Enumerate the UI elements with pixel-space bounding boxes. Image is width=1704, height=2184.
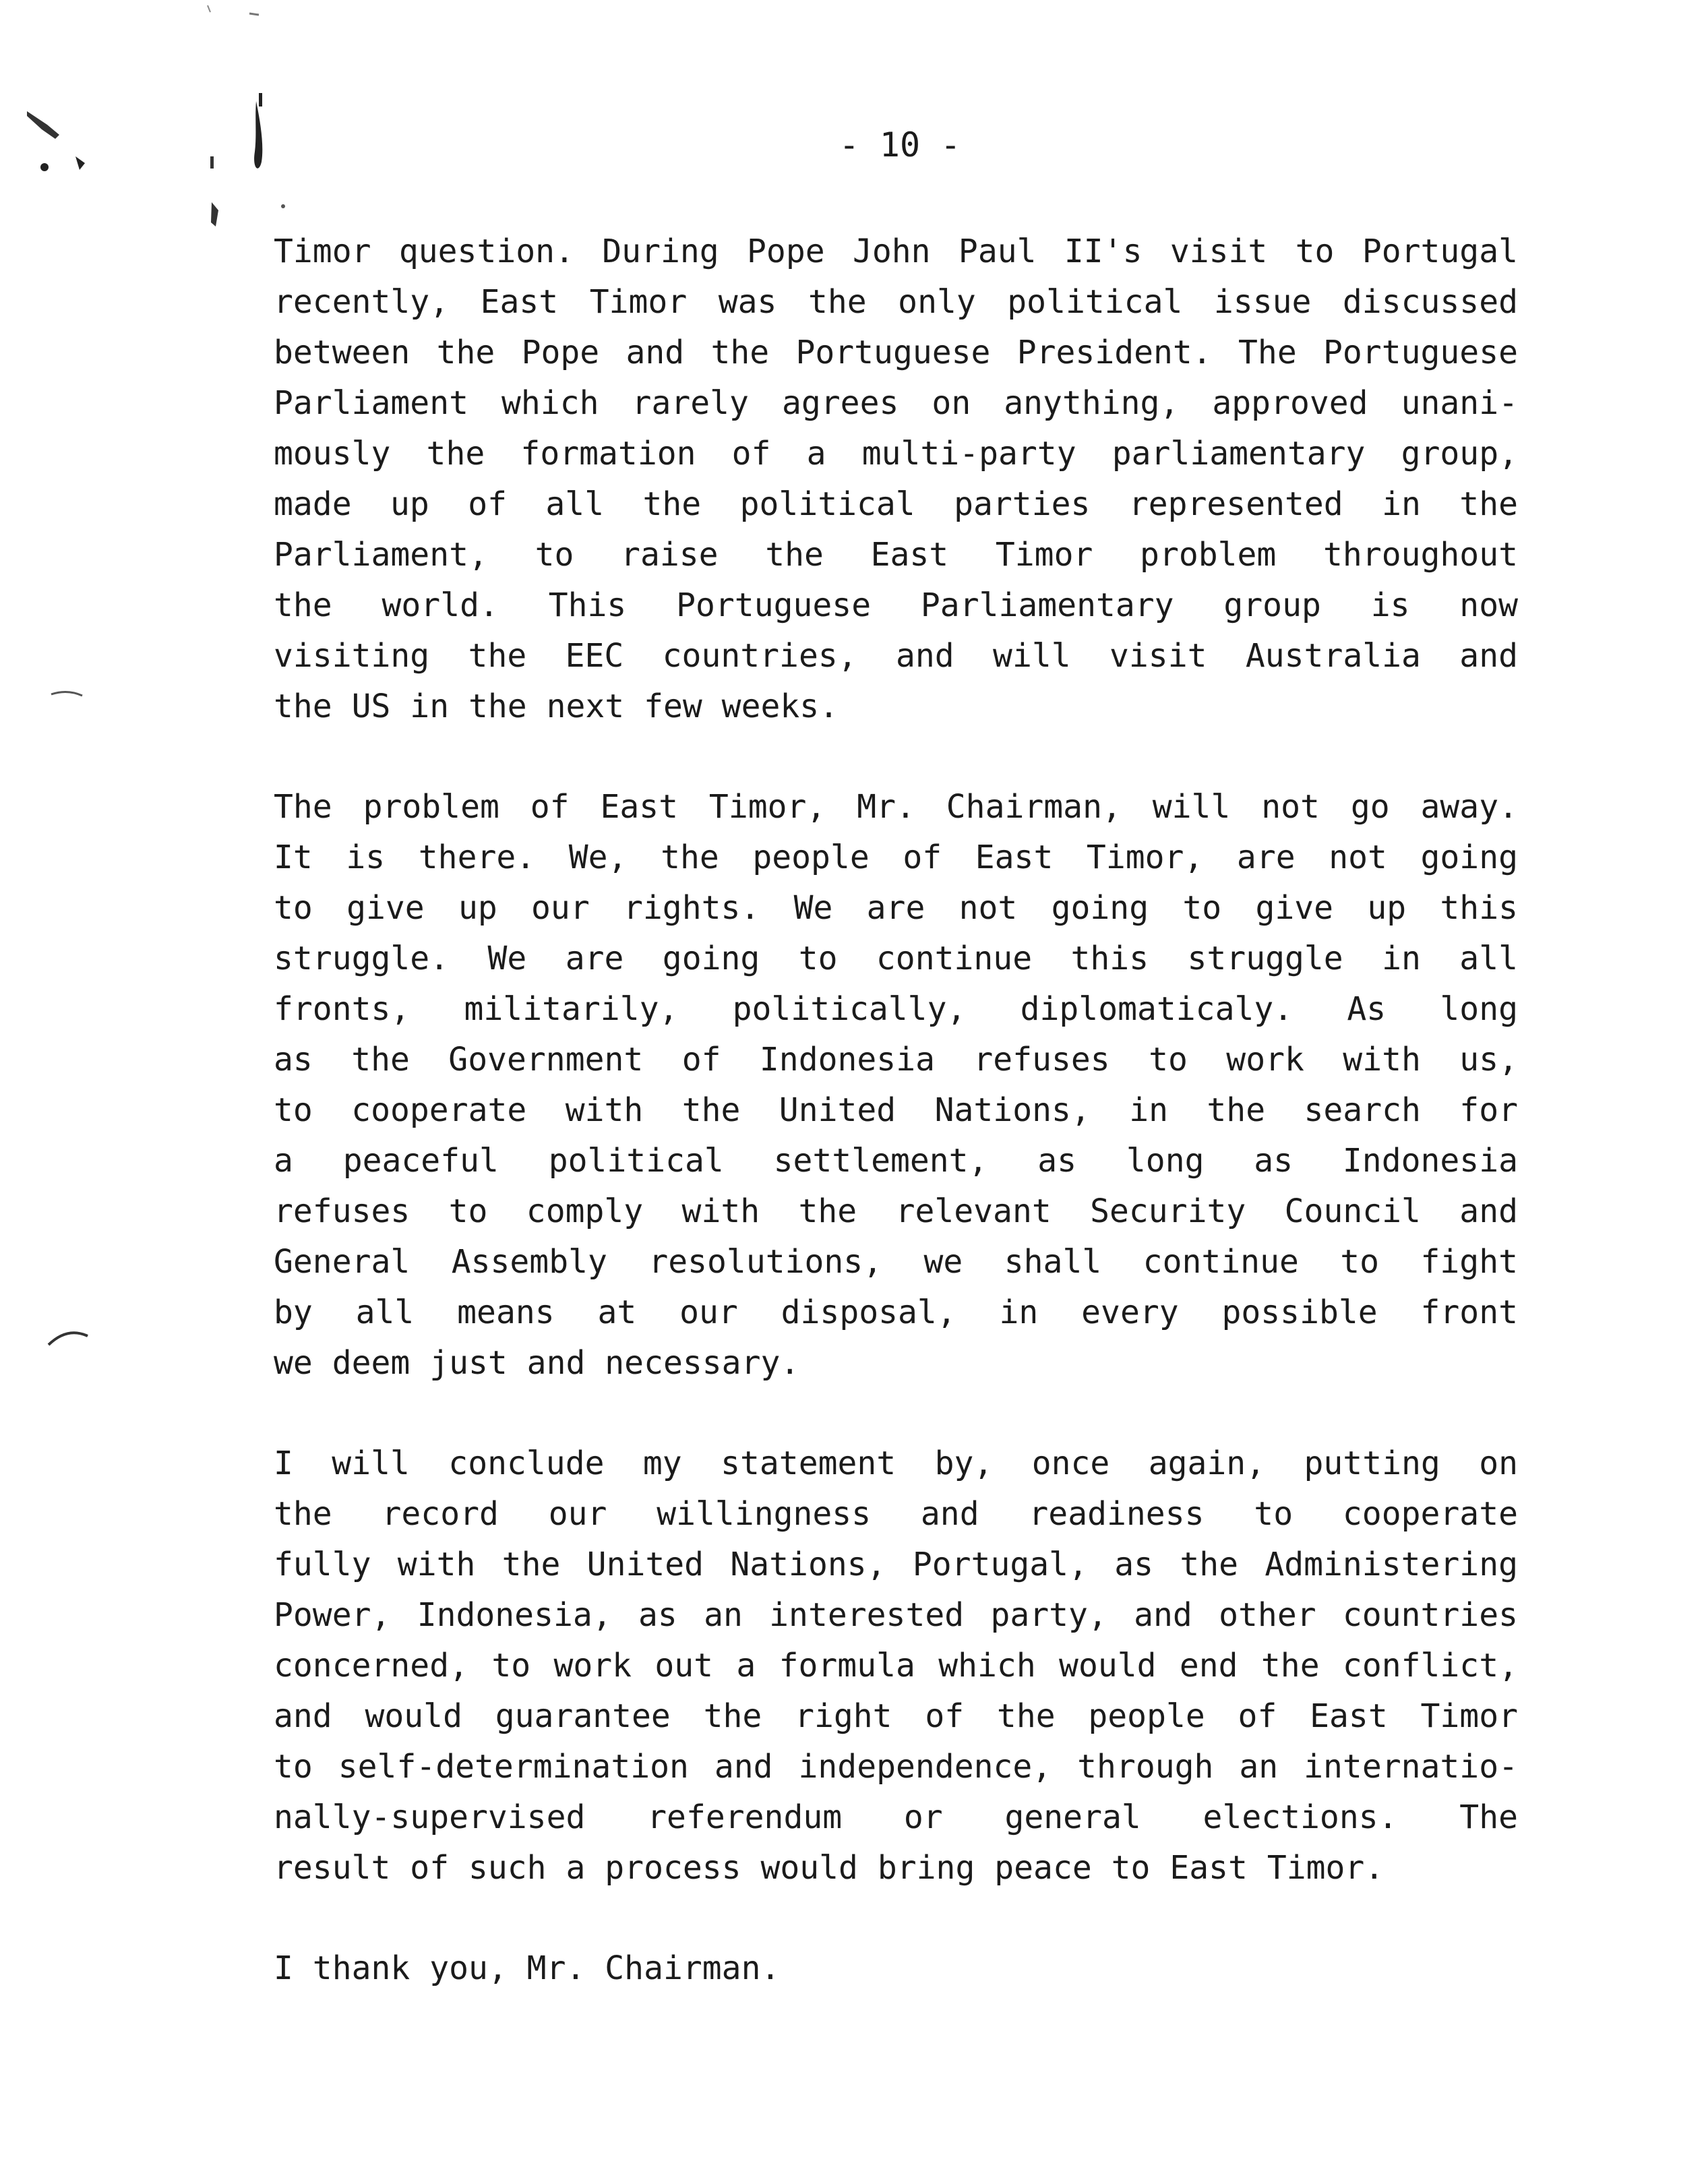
edge-speck [40,163,49,171]
closing-line: I thank you, Mr. Chairman. [274,1949,781,1987]
text-line: mously the formation of a multi-party parliamentary group, [274,435,1518,473]
text-line: The problem of East Timor, Mr. Chairman, will not go away. [274,788,1518,826]
text-line: General Assembly resolutions, we shall continue to fight [274,1243,1518,1281]
edge-speck [210,156,214,169]
edge-mark [249,13,259,15]
text-line: refuses to comply with the relevant Security Council and [274,1192,1518,1230]
text-line: I will conclude my statement by, once again, putting on [274,1445,1518,1482]
edge-speck [211,202,218,226]
text-line: the record our willingness and readiness to cooperate [274,1495,1518,1533]
text-line: struggle. We are going to continue this struggle in all [274,940,1518,977]
text-line: by all means at our disposal, in every possible front [274,1294,1518,1331]
text-line: to give up our rights. We are not going to give up this [274,889,1518,927]
text-line: Parliament which rarely agrees on anything, approved unani- [274,384,1518,422]
text-line: between the Pope and the Portuguese President. The Portuguese [274,334,1518,371]
edge-speck [281,204,285,208]
ink-speck [259,93,262,107]
body-text [274,226,1518,2044]
text-line: Power, Indonesia, as an interested party, and other countries [274,1596,1518,1634]
edge-mark [27,111,59,139]
text-line: Timor question. During Pope John Paul II's visit to Portugal [274,233,1518,270]
text-line: It is there. We, the people of East Timor, are not going [274,839,1518,876]
text-line: fully with the United Nations, Portugal, as the Administering [274,1546,1518,1583]
text-line: we deem just and necessary. [274,1344,800,1382]
edge-mark [49,1333,88,1345]
text-line: concerned, to work out a formula which would end the conflict, [274,1647,1518,1685]
edge-mark [208,5,210,12]
text-line: Parliament, to raise the East Timor problem throughout [274,536,1518,574]
text-line: made up of all the political parties represented in the [274,485,1518,523]
paragraph-2 [274,782,1518,1389]
text-line: nally-supervised referendum or general elections. The [274,1798,1518,1836]
edge-mark [51,692,82,696]
text-line: and would guarantee the right of the people of East Timor [274,1697,1518,1735]
text-line: result of such a process would bring peace to East Timor. [274,1849,1384,1887]
text-line: to cooperate with the United Nations, in the search for [274,1091,1518,1129]
text-line: the US in the next few weeks. [274,688,839,725]
text-line: visiting the EEC countries, and will visit Australia and [274,637,1518,675]
text-line: to self-determination and independence, through an internatio- [274,1748,1518,1786]
text-line: the world. This Portuguese Parliamentary group is now [274,586,1518,624]
closing-paragraph [274,1943,1518,1994]
page-number: - 10 - [839,125,961,164]
text-line: fronts, militarily, politically, diplomaticaly. As long [274,990,1518,1028]
edge-speck [75,156,85,170]
text-line: recently, East Timor was the only political issue discussed [274,283,1518,321]
ink-blot [254,101,262,169]
text-line: as the Government of Indonesia refuses to work with us, [274,1041,1518,1079]
paragraph-1 [274,226,1518,732]
text-line: a peaceful political settlement, as long as Indonesia [274,1142,1518,1180]
paragraph-3 [274,1438,1518,1893]
